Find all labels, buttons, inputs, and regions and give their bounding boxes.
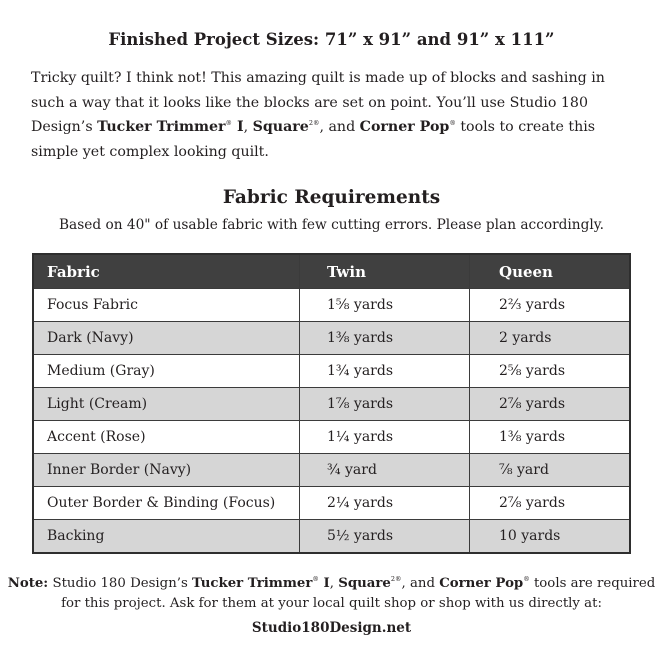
intro-text-start: Tricky quilt? I think not! This amazing quilt is made up of blocks and sashing in such a way that it looks like the blocks are set on point. You’ll use Studio 180 Design’s <box>31 70 605 135</box>
twin-cell: 1¼ yards <box>300 421 470 454</box>
table-row <box>33 487 630 520</box>
table-row <box>33 520 630 554</box>
header-queen: Queen <box>470 254 631 289</box>
tool-square: Square <box>338 576 391 591</box>
fabric-cell: Medium (Gray) <box>33 355 300 388</box>
tool-tucker-trimmer-suffix: I <box>318 576 330 591</box>
project-sizes-title: Finished Project Sizes: 71” x 91” and 91” x 111” <box>108 30 555 49</box>
fabric-requirements-table <box>32 253 631 554</box>
website-link[interactable]: Studio180Design.net <box>251 620 412 636</box>
fabric-cell: Inner Border (Navy) <box>33 454 300 487</box>
note-label: Note: <box>7 576 49 591</box>
fabric-cell: Focus Fabric <box>33 289 300 322</box>
twin-cell: 1⅞ yards <box>300 388 470 421</box>
twin-cell: 1⅝ yards <box>300 289 470 322</box>
fabric-cell: Light (Cream) <box>33 388 300 421</box>
note-text-end: tools are required for this project. Ask for them at your local quilt shop or shop with us directly at: <box>61 576 656 611</box>
fabric-cell: Backing <box>33 520 300 554</box>
tool-tucker-trimmer: Tucker Trimmer <box>192 576 313 591</box>
registered-mark: 2® <box>308 119 320 127</box>
registered-mark: ® <box>523 575 530 583</box>
intro-paragraph <box>31 66 641 164</box>
table-row <box>33 421 630 454</box>
twin-cell: 1¾ yards <box>300 355 470 388</box>
table-header-row <box>33 254 630 289</box>
tool-tucker-trimmer-suffix: I <box>232 119 244 135</box>
registered-mark: 2® <box>390 575 402 583</box>
queen-cell: 2 yards <box>470 322 631 355</box>
separator: , and <box>319 119 360 135</box>
fabric-basis-note: Based on 40" of usable fabric with few cutting errors. Please plan accordingly. <box>59 217 604 233</box>
queen-cell: ⅞ yard <box>470 454 631 487</box>
twin-cell: 5½ yards <box>300 520 470 554</box>
table-row <box>33 355 630 388</box>
fabric-cell: Accent (Rose) <box>33 421 300 454</box>
header-fabric: Fabric <box>33 254 300 289</box>
separator: , <box>329 576 339 591</box>
tool-square: Square <box>252 119 309 135</box>
twin-cell: 2¼ yards <box>300 487 470 520</box>
twin-cell: ¾ yard <box>300 454 470 487</box>
registered-mark: ® <box>449 119 456 127</box>
note-text-start: Studio 180 Design’s <box>48 576 193 591</box>
fabric-requirements-heading: Fabric Requirements <box>222 187 441 208</box>
table-row <box>33 388 630 421</box>
header-twin: Twin <box>300 254 470 289</box>
registered-mark: ® <box>312 575 319 583</box>
queen-cell: 10 yards <box>470 520 631 554</box>
tools-note <box>0 574 663 614</box>
queen-cell: 2⅞ yards <box>470 487 631 520</box>
registered-mark: ® <box>225 119 233 127</box>
queen-cell: 2⅔ yards <box>470 289 631 322</box>
separator: , <box>243 119 253 135</box>
table-row <box>33 454 630 487</box>
tool-corner-pop: Corner Pop <box>439 576 524 591</box>
tool-tucker-trimmer: Tucker Trimmer <box>97 119 226 135</box>
table-row <box>33 322 630 355</box>
queen-cell: 2⅝ yards <box>470 355 631 388</box>
queen-cell: 2⅞ yards <box>470 388 631 421</box>
table-row <box>33 289 630 322</box>
intro-text-end: tools to create this simple yet complex looking quilt. <box>31 119 596 160</box>
twin-cell: 1⅜ yards <box>300 322 470 355</box>
separator: , and <box>401 576 440 591</box>
queen-cell: 1⅜ yards <box>470 421 631 454</box>
fabric-cell: Dark (Navy) <box>33 322 300 355</box>
tool-corner-pop: Corner Pop <box>359 119 450 135</box>
fabric-cell: Outer Border & Binding (Focus) <box>33 487 300 520</box>
